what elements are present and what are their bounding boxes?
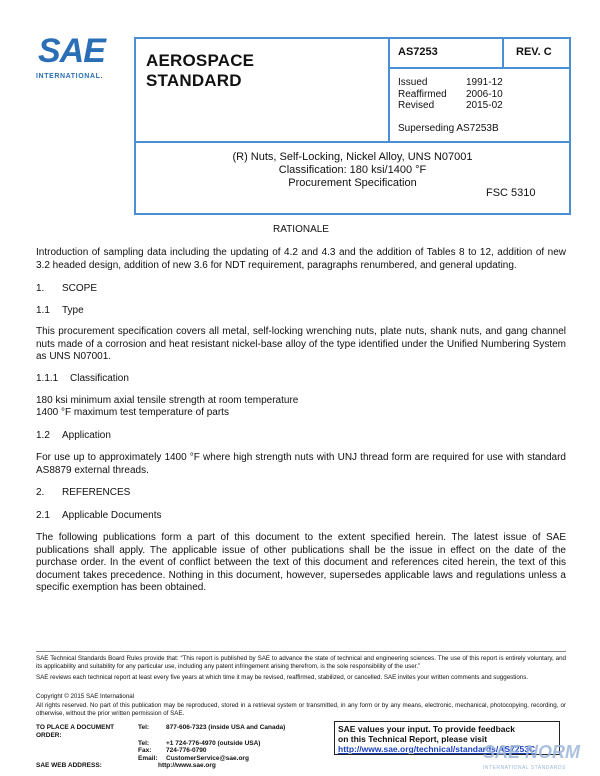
contact-value[interactable]: +1 724-776-4970 (outside USA) xyxy=(166,739,261,747)
section-1-2-heading xyxy=(36,430,566,443)
feedback-text: SAE values your input. To provide feedback xyxy=(338,724,515,734)
history-label: Issued xyxy=(398,77,428,88)
watermark: SAE NORM xyxy=(483,742,581,762)
section-number: 1.1.1 xyxy=(36,373,59,384)
section-number: 1.1 xyxy=(36,305,50,316)
contact-email[interactable]: CustomerService@sae.org xyxy=(166,755,249,763)
standard-type-line1: AEROSPACE xyxy=(146,51,255,70)
section-number: 1. xyxy=(36,283,45,294)
document-number: AS7253 xyxy=(398,46,438,58)
section-title: Applicable Documents xyxy=(62,510,162,521)
fsc-code: FSC 5310 xyxy=(486,187,536,199)
title-line: (R) Nuts, Self-Locking, Nickel Alloy, UNS N07001 xyxy=(232,151,473,163)
history-label: Reaffirmed xyxy=(398,88,447,100)
contact-key: Fax: xyxy=(138,747,152,755)
section-2-1-heading xyxy=(36,510,566,523)
revision-label: REV. C xyxy=(516,46,552,58)
history-row xyxy=(398,89,503,101)
rationale-text: Introduction of sampling data including the updating of 4.2 and 4.3 and the addition of Tables 8 to 12, addition of new 3.2 headed design, addition of new 3.6 for NDT requirement, paragraphs renumbered, and general updating. xyxy=(36,247,566,271)
superseding-note: Superseding AS7253B xyxy=(398,123,499,134)
watermark-subtitle: INTERNATIONAL STANDARDS xyxy=(483,765,566,771)
standard-type-line2: STANDARD xyxy=(146,71,242,90)
section-number: 2.1 xyxy=(36,510,50,521)
history-date: 1991-12 xyxy=(466,77,503,88)
history-date: 2015-02 xyxy=(466,100,503,111)
review-text: SAE reviews each technical report at least every five years at which time it may be revised, reaffirmed, stabilized, or cancelled. SAE invites your written comments and suggestions. xyxy=(36,674,529,681)
sae-logo: SAE xyxy=(38,32,105,70)
revision-history xyxy=(398,77,503,112)
section-title: SCOPE xyxy=(62,283,98,294)
rationale-heading: RATIONALE xyxy=(273,224,329,235)
section-2-heading xyxy=(36,487,566,500)
title-line: Classification: 180 ksi/1400 °F xyxy=(278,164,427,176)
rights-text: All rights reserved. No part of this publication may be reproduced, stored in a retrieval system or transmitted, in any form or by any means, electronic, mechanical, photocopying, recording, or otherwise, without the prior written permission of SAE. xyxy=(36,702,566,717)
classification-line: 1400 °F maximum test temperature of parts xyxy=(36,407,229,418)
section-title: Type xyxy=(62,305,84,316)
section-number: 2. xyxy=(36,487,45,498)
web-link[interactable]: http://www.sae.org xyxy=(158,762,216,769)
sae-logo-subtitle: INTERNATIONAL. xyxy=(36,73,103,80)
history-date: 2006-10 xyxy=(466,88,503,100)
section-1-1-text: This procurement specification covers all metal, self-locking wrenching nuts, plate nuts, shank nuts, and gang channel nuts made of a corrosion and heat resistant nickel-base alloy of the type identified under the Unified Numbering System as UNS N07001. xyxy=(36,326,566,362)
history-label: Revised xyxy=(398,100,435,111)
document-header-box xyxy=(134,37,571,215)
section-title: Application xyxy=(62,430,111,441)
section-1-1-heading xyxy=(36,305,566,318)
history-row xyxy=(398,100,503,112)
section-number: 1.2 xyxy=(36,430,50,441)
contact-value[interactable]: 877-606-7323 (inside USA and Canada) xyxy=(166,724,286,731)
classification-line: 180 ksi minimum axial tensile strength at room temperature xyxy=(36,395,299,406)
standard-type xyxy=(146,51,254,91)
web-address xyxy=(36,762,216,769)
feedback-text: on this Technical Report, please visit xyxy=(338,734,488,744)
section-2-1-text: The following publications form a part of this document to the extent specified herein. The latest issue of SAE publications shall apply. The applicable issue of other publications shall be the issue in effect on the date of the purchase order. In the event of conflict between the text of this document and references cited herein, the text of this document takes precedence. Nothing in this document, however, supersedes applicable laws and regulations unless a specific exemption has been obtained. xyxy=(36,532,566,593)
board-rules-text: SAE Technical Standards Board Rules provide that: “This report is published by SAE to advance the state of technical and engineering sciences. The use of this report is entirely voluntary, and its applicability and suitability for any particular use, including any patent infringement arising therefrom, is the sole responsibility of the user.” xyxy=(36,655,566,670)
order-label: TO PLACE A DOCUMENT ORDER: xyxy=(36,724,115,739)
contact-key: Tel: xyxy=(138,739,150,747)
order-contacts xyxy=(36,724,289,763)
contact-key: Email: xyxy=(138,755,158,763)
contact-key: Tel: xyxy=(138,724,150,731)
section-1-2-text: For use up to approximately 1400 °F where high strength nuts with UNJ thread form are required for use with standard AS8879 external threads. xyxy=(36,452,566,476)
history-row xyxy=(398,77,503,89)
contact-value: 724-776-0790 xyxy=(166,747,207,755)
feedback-link[interactable]: http://www.sae.org/technical/standards/AS7253C xyxy=(338,744,536,754)
section-1-heading xyxy=(36,283,566,296)
section-title: REFERENCES xyxy=(62,487,131,498)
copyright-text: Copyright © 2015 SAE International xyxy=(36,693,135,700)
section-1-1-1-heading xyxy=(36,373,566,386)
footer-divider xyxy=(36,651,566,652)
document-title xyxy=(136,151,569,190)
web-label: SAE WEB ADDRESS: xyxy=(36,762,102,769)
title-line: Procurement Specification xyxy=(288,177,417,189)
section-title: Classification xyxy=(70,373,129,384)
